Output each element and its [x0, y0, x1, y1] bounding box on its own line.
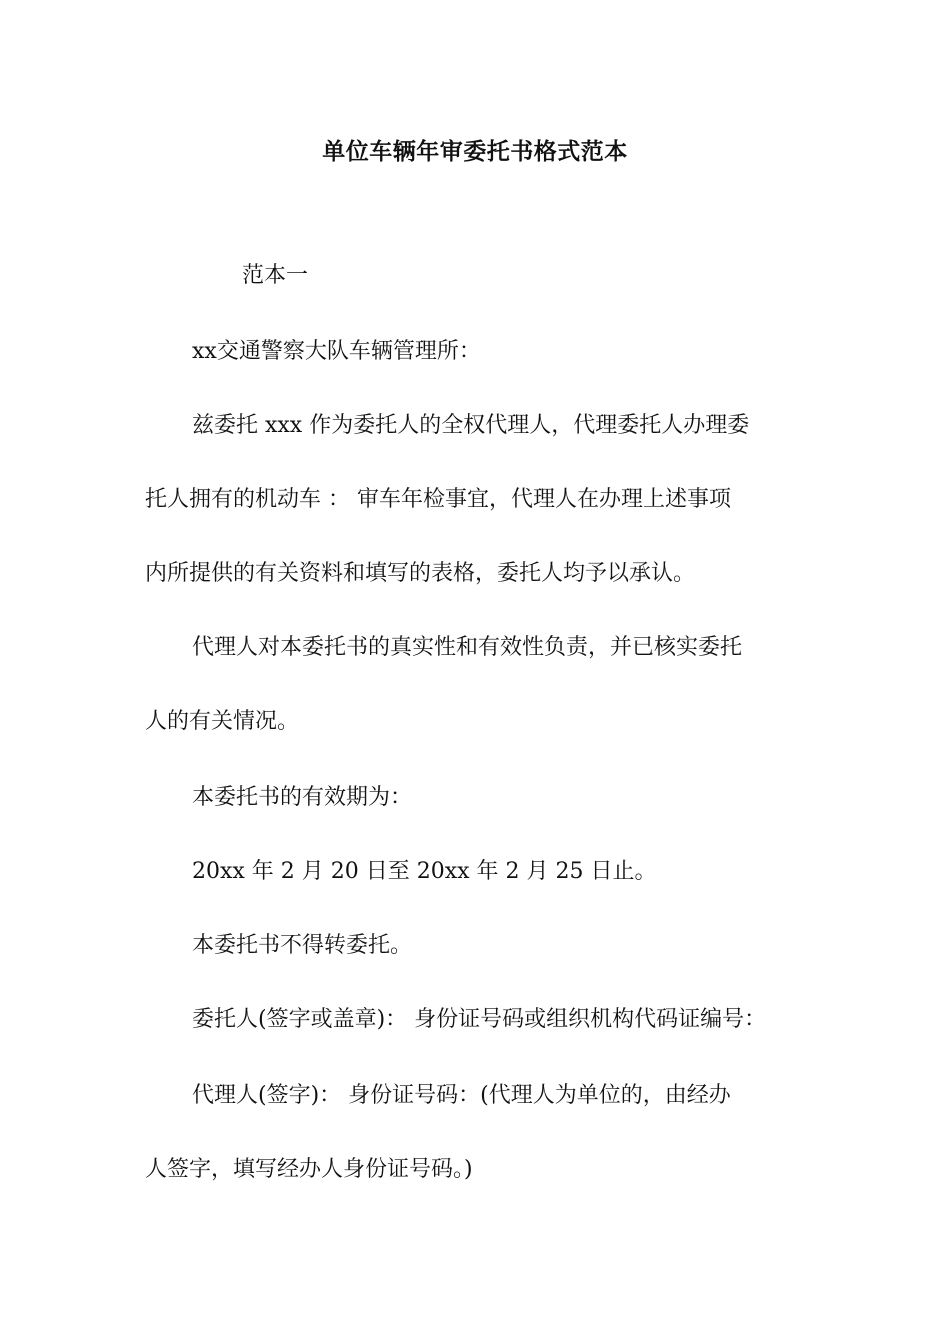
paragraph-2-line-1: 代理人对本委托书的真实性和有效性负责，并已核实委托: [192, 635, 743, 660]
paragraph-1-line-2: 托人拥有的机动车 ： 审车年检事宜，代理人在办理上述事项: [145, 487, 731, 512]
validity-label: 本委托书的有效期为：: [192, 785, 413, 810]
agent-signature-line-2: 人签字，填写经办人身份证号码。): [145, 1157, 473, 1182]
addressee: xx交通警察大队车辆管理所：: [192, 339, 481, 364]
validity-dates: 20xx 年 2 月 20 日至 20xx 年 2 月 25 日止。: [192, 859, 657, 884]
principal-signature-line: 委托人(签字或盖章)： 身份证号码或组织机构代码证编号：: [192, 1007, 767, 1032]
paragraph-2-line-2: 人的有关情况。: [145, 709, 300, 734]
document-title: 单位车辆年审委托书格式范本: [322, 138, 628, 165]
no-transfer-clause: 本委托书不得转委托。: [192, 933, 413, 958]
section-label: 范本一: [242, 263, 309, 288]
paragraph-1-line-1: 兹委托 xxx 作为委托人的全权代理人，代理委托人办理委: [192, 413, 750, 438]
agent-signature-line-1: 代理人(签字)： 身份证号码：(代理人为单位的，由经办: [192, 1083, 731, 1108]
paragraph-1-line-3: 内所提供的有关资料和填写的表格，委托人均予以承认。: [145, 561, 696, 586]
